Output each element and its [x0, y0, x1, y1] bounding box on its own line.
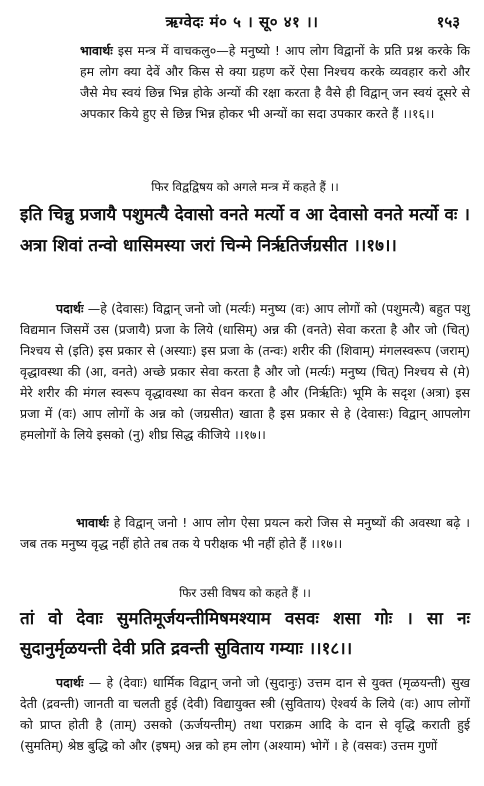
bhavartha-text: हे विद्वान् जनो ! आप लोग ऐसा प्रयत्न करो जिस से मनुष्यों की अवस्था बढ़े । जब तक मनुष्य वृद्ध नहीं होते तब तक ये परीक्षक भी नहीं होते हैं ।।१७।। [20, 515, 470, 551]
page-number: १५३ [436, 13, 460, 31]
running-title: ऋग्वेदः मं० ५ । सू० ४१ ।। [165, 13, 319, 31]
padartha-text: — हे (देवाः) धार्मिक विद्वान् जनो जो (सुदानुः) उत्तम दान से युक्त (मृळयन्ती) सुख देती (द्रवन्ती) जानती वा चलती हुई (देवी) विद्यायुक्त स्त्री (सुविताय) ऐश्वर्य के लिये (वः) आप लोगों को प्राप्त होती है (ताम्) उसको (ऊर्जयन्तीम्) तथा पराक्रम आदि के दान से वृद्धि कराती हुई (सुमतिम्) श्रेष्ठ बुद्धि को और (इषम्) अन्न को हम लोग (अश्याम) भोगें । हे (वसवः) उत्तम गुणों [20, 675, 470, 753]
bhavartha-paragraph-16 [20, 40, 470, 124]
padartha-paragraph-17 [20, 298, 470, 445]
padartha-label: पदार्थः [56, 675, 84, 690]
bhavartha-text: इस मन्त्र में वाचकलु०—हे मनुष्यो ! आप लोग विद्वानों के प्रति प्रश्न करके कि हम लोग क्या देवें और किस से क्या ग्रहण करें ऐसा निश्चय करके व्यवहार करो और जैसे मेघ स्वयं छिन्न भिन्न होके अन्यों की रक्षा करता है वैसे ही विद्वान् जन स्वयं दूसरे से अपकार किये हुए से छिन्न भिन्न होकर भी अन्यों का सदा उपकार करते हैं ।।१६।। [80, 43, 470, 121]
bhavartha-paragraph-17 [20, 512, 470, 554]
mantra-17: इति चिन्नु प्रजायै पशुमत्यै देवासो वनते मर्त्यो व आ देवासो वनते मर्त्यो वः । अत्रा शिवां तन्वो धासिमस्या जरां चिन्मे निर्ऋतिर्जग्रसीत ।।१७।। [20, 205, 470, 256]
padartha-paragraph-18 [20, 672, 470, 756]
intro-note-18: फिर उसी विषय को कहते हैं ।। [179, 586, 311, 600]
padartha-label: पदार्थः [56, 301, 84, 316]
padartha-text: —हे (देवासः) विद्वान् जनो जो (मर्त्यः) मनुष्य (वः) आप लोगों को (पशुमत्यै) बहुत पशु विद्यमान जिसमें उस (प्रजायै) प्रजा के लिये (धासिम्) अन्न की (वनते) सेवा करता है और जो (चित्) निश्चय से (इति) इस प्रकार से (अस्याः) इस प्रजा के (तन्वः) शरीर की (शिवाम्) मंगलस्वरूप (जराम्) वृद्धावस्था की (आ, वनते) अच्छे प्रकार सेवा करता है और जो (मर्त्यः) मनुष्य (चित्) निश्चय से (मे) मेरे शरीर की मंगल स्वरूप वृद्धावस्था का सेवन करता है और (निर्ऋतिः) भूमि के सदृश (अत्रा) इस प्रजा में (वः) आप लोगों के अन्न को (जग्रसीत) खाता है इस प्रकार से हे (देवासः) विद्वान् आपलोग हमलोगों के लिये इसको (नु) शीघ्र सिद्ध कीजिये ।।१७।। [20, 301, 470, 442]
mantra-18: तां वो देवाः सुमतिमूर्जयन्तीमिषमश्याम वसवः शसा गोः । सा नः सुदानुर्मृळयन्ती देवी प्रति द्रवन्ती सुविताय गम्याः ।।१८।। [20, 609, 470, 659]
bhavartha-label: भावार्थः [80, 43, 113, 58]
intro-note-17: फिर विद्वद्विषय को अगले मन्त्र में कहते हैं ।। [151, 180, 339, 194]
page-header [0, 10, 484, 36]
bhavartha-label: भावार्थः [76, 515, 109, 530]
